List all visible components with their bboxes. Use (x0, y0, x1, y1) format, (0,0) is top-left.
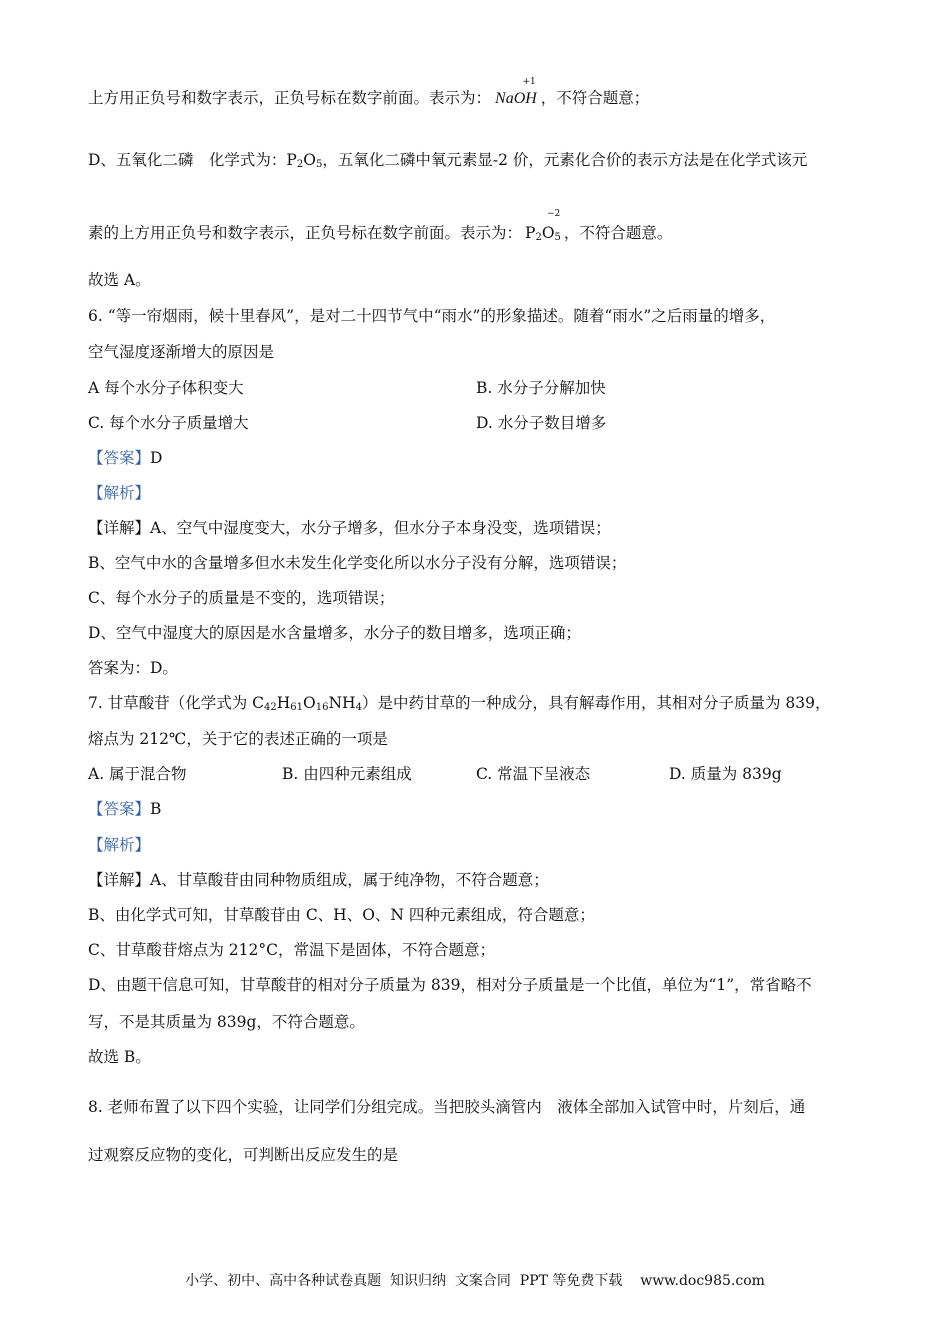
q6-answer: 【答案】D (88, 449, 163, 467)
line-p2o5-valence: 素的上方用正负号和数字表示，正负号标在数字前面。表示为： $P_2O_5$ −2 ，不符合题意。 (88, 223, 672, 248)
answer-tag: 【答案】 (88, 449, 151, 467)
q6-option-c: C. 每个水分子质量增大 (88, 414, 249, 432)
q6-analysis-tag: 【解析】 (88, 484, 151, 502)
detail-tag: 【详解】 (88, 871, 151, 889)
q6-detail-line3: C、每个水分子的质量是不变的，选项错误； (88, 589, 395, 607)
q8-stem-line1: 8. 老师布置了以下四个实验，让同学们分组完成。当把胶头滴管内 液体全部加入试管中时，片刻后，通 (88, 1098, 806, 1116)
q6-detail-line5: 答案为：D。 (88, 659, 178, 677)
q6-option-d: D. 水分子数目增多 (476, 414, 607, 432)
q7-stem-line1: 7. 甘草酸苷（化学式为 $C_{42}H_{61}O_{16}NH_4$）是中药甘草的一种成分，具有解毒作用，其相对分子质量为 839， (88, 694, 831, 713)
detail-tag: 【详解】 (88, 519, 151, 537)
q7-conclusion: 故选 B。 (88, 1048, 151, 1066)
naoh-formula: NaOH +1 (495, 77, 537, 107)
q7-detail-line3: C、甘草酸苷熔点为 212°C，常温下是固体，不符合题意； (88, 941, 495, 959)
q7-stem-line2: 熔点为 212℃，关于它的表述正确的一项是 (88, 730, 388, 748)
option-d-p2o5: D、五氧化二磷 化学式为：$P_2O_5$，五氧化二磷中氧元素显-2 价，元素化合价的表示方法是在化学式该元 (88, 151, 808, 170)
q7-option-b: B. 由四种元素组成 (282, 765, 412, 783)
answer-tag: 【答案】 (88, 800, 151, 818)
q7-option-d: D. 质量为 839g (669, 765, 782, 783)
page-footer: 小学、初中、高中各种试卷真题 知识归纳 文案合同 PPT 等免费下载 www.doc985.com (185, 1273, 765, 1289)
q8-stem-line2: 过观察反应物的变化，可判断出反应发生的是 (88, 1146, 399, 1164)
q6-detail-line2: B、空气中水的含量增多但水未发生化学变化所以水分子没有分解，选项错误； (88, 554, 627, 572)
q6-option-a: A 每个水分子体积变大 (88, 379, 244, 397)
q6-detail-line1: 【详解】A、空气中湿度变大，水分子增多，但水分子本身没变，选项错误； (88, 519, 611, 537)
q7-option-c: C. 常温下呈液态 (476, 765, 591, 783)
line-naoh-valence: 上方用正负号和数字表示，正负号标在数字前面。表示为： NaOH +1 ，不符合题意； (88, 77, 650, 107)
q7-answer: 【答案】B (88, 800, 162, 818)
q7-detail-line5: 写，不是其质量为 839g，不符合题意。 (88, 1013, 365, 1031)
q7-detail-line4: D、由题干信息可知，甘草酸苷的相对分子质量为 839，相对分子质量是一个比值，单位为“1”，常省略不 (88, 976, 812, 994)
q6-stem-line1: 6. “等一帘烟雨，候十里春风”，是对二十四节气中“雨水”的形象描述。随着“雨水”之后雨量的增多， (88, 307, 776, 325)
q7-detail-line1: 【详解】A、甘草酸苷由同种物质组成，属于纯净物，不符合题意； (88, 871, 549, 889)
q6-stem-line2: 空气湿度逐渐增大的原因是 (88, 343, 275, 361)
conclusion-q5: 故选 A。 (88, 271, 151, 289)
q6-option-b: B. 水分子分解加快 (476, 379, 606, 397)
q7-analysis-tag: 【解析】 (88, 836, 151, 854)
q7-option-a: A. 属于混合物 (88, 765, 187, 783)
q7-detail-line2: B、由化学式可知，甘草酸苷由 C、H、O、N 四种元素组成，符合题意； (88, 906, 595, 924)
q6-detail-line4: D、空气中湿度大的原因是水含量增多，水分子的数目增多，选项正确； (88, 624, 581, 642)
p2o5-formula: $P_2O_5$ −2 (525, 209, 561, 243)
